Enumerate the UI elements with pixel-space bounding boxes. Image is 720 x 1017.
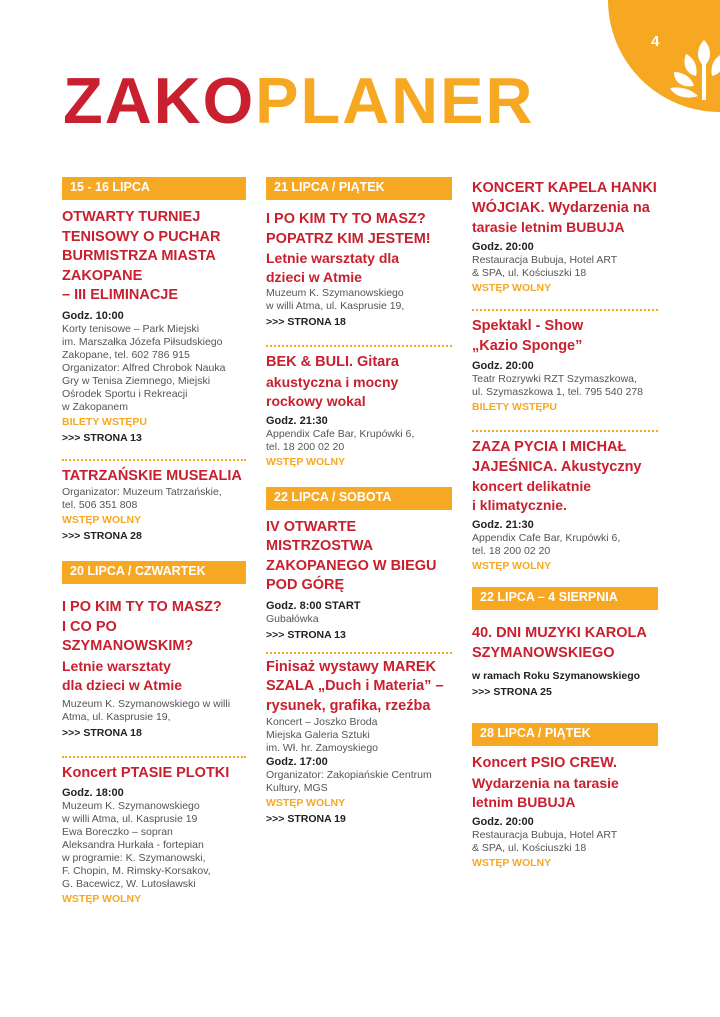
column-3: [472, 177, 658, 870]
page-link[interactable]: >>> STRONA 13: [62, 431, 142, 444]
event-title: ZAZA PYCIA I MICHAŁ JAJEŚNICA. Akustyczny: [472, 439, 642, 475]
dotted-divider: [266, 345, 452, 347]
logo-zako: ZAKO: [63, 64, 256, 137]
event-title: TATRZAŃSKIE MUSEALIA: [62, 467, 242, 484]
event-workshop-atma: [62, 598, 246, 740]
event-subtitle: Letnie warsztaty dla dzieci w Atmie: [62, 657, 183, 693]
event-info: Restauracja Bubuja, Hotel ART & SPA, ul. Kościuszki 18: [472, 828, 618, 854]
event-title: Koncert PSIO CREW.: [472, 755, 618, 771]
date-header: 22 LIPCA / SOBOTA: [266, 487, 452, 510]
event-time: Godz. 18:00: [62, 787, 124, 799]
event-title: I PO KIM TY TO MASZ? I CO PO SZYMANOWSKIM?: [62, 599, 222, 654]
event-info: Teatr Rozrywki RZT Szymaszkowa, ul. Szymaszkowa 1, tel. 795 540 278: [472, 373, 644, 398]
event-info: Organizator: Muzeum Tatrzańskie, tel. 506 351 808: [62, 486, 222, 511]
column-1: [62, 177, 246, 906]
page-link[interactable]: >>> STRONA 28: [62, 530, 142, 542]
event-tatra-musealia: [62, 467, 246, 544]
page-link[interactable]: >>> STRONA 18: [266, 316, 346, 328]
event-title: Spektakl - Show „Kazio Sponge”: [472, 318, 584, 354]
event-title: I PO KIM TY TO MASZ? POPATRZ KIM JESTEM!: [266, 211, 431, 247]
date-header: 15 - 16 LIPCA: [62, 177, 246, 200]
page-link[interactable]: >>> STRONA 13: [266, 628, 346, 641]
event-info: Organizator: Zakopiańskie Centrum Kultury, MGS: [266, 769, 432, 794]
date-header: 22 LIPCA – 4 SIERPNIA: [472, 587, 658, 610]
date-header: 28 LIPCA / PIĄTEK: [472, 723, 658, 746]
event-time: Godz. 20:00: [472, 360, 534, 372]
page-number: 4: [651, 33, 660, 50]
event-time: Godz. 20:00: [472, 241, 534, 253]
event-time: Godz. 10:00: [62, 309, 124, 322]
event-note: w ramach Roku Szymanowskiego: [472, 670, 641, 682]
event-kazio-sponge: [472, 317, 658, 414]
event-title: OTWARTY TURNIEJ TENISOWY O PUCHAR BURMISTRZA MIASTA ZAKOPANE – III ELIMINACJE: [62, 209, 221, 303]
event-subtitle: koncert delikatnie i klimatycznie.: [472, 478, 592, 513]
event-info: Muzeum K. Szymanowskiego w willi Atma, ul. Kasprusie 19,: [62, 697, 231, 723]
event-entry: WSTĘP WOLNY: [62, 514, 142, 526]
event-szymanowski-days: [472, 624, 658, 699]
event-time: Godz. 21:30: [266, 414, 328, 427]
event-entry: BILETY WSTĘPU: [472, 401, 557, 413]
event-entry: BILETY WSTĘPU: [62, 415, 147, 428]
event-entry: WSTĘP WOLNY: [472, 282, 552, 294]
event-uphill-run: [266, 518, 452, 642]
date-header: 21 LIPCA / PIĄTEK: [266, 177, 452, 200]
event-ptasie-plotki: [62, 764, 246, 907]
event-info: Gubałówka: [266, 612, 319, 625]
event-finisaz: [266, 658, 452, 827]
event-subtitle: Wydarzenia na tarasie letnim BUBUJA: [472, 774, 619, 810]
event-psio-crew: [472, 754, 658, 870]
dotted-divider: [62, 459, 246, 461]
date-header: 20 LIPCA / CZWARTEK: [62, 561, 246, 584]
event-title: 40. DNI MUZYKI KAROLA SZYMANOWSKIEGO: [472, 625, 647, 661]
event-title: BEK & BULI. Gitara: [266, 354, 399, 370]
event-time: Godz. 17:00: [266, 756, 328, 768]
dotted-divider: [472, 430, 658, 432]
event-entry: WSTĘP WOLNY: [472, 856, 552, 869]
event-title: KONCERT KAPELA HANKI WÓJCIAK. Wydarzenia na: [472, 180, 657, 216]
event-zaza-pycia: [472, 438, 658, 573]
event-subtitle: Letnie warsztaty dla dzieci w Atmie: [266, 250, 400, 285]
wheat-icon: [664, 38, 720, 100]
event-info: Restauracja Bubuja, Hotel ART & SPA, ul. Kościuszki 18: [472, 254, 618, 279]
page-link[interactable]: >>> STRONA 25: [472, 686, 552, 698]
event-info: Korty tenisowe – Park Miejski im. Marszałka Józefa Piłsudskiego Zakopane, tel. 602 786 915 Organizator: Alfred Chrobok Nauka Gry w Tenisa Ziemnego, Miejski Ośrodek Sportu i Rekreacji w Zakopanem: [62, 322, 226, 413]
column-2: [266, 177, 452, 826]
dotted-divider: [472, 309, 658, 311]
page-link[interactable]: >>> STRONA 19: [266, 813, 346, 825]
event-info: Koncert – Joszko Broda Miejska Galeria Sztuki im. Wł. hr. Zamoyskiego: [266, 716, 379, 754]
event-title: IV OTWARTE MISTRZOSTWA ZAKOPANEGO W BIEGU POD GÓRĘ: [266, 518, 437, 593]
event-kapela-hanki: [472, 179, 658, 295]
event-time: Godz. 20:00: [472, 815, 534, 828]
event-time: Godz. 21:30: [472, 519, 534, 531]
event-info: Muzeum K. Szymanowskiego w willi Atma, ul. Kasprusie 19,: [266, 287, 405, 312]
event-entry: WSTĘP WOLNY: [266, 797, 346, 809]
dotted-divider: [266, 652, 452, 654]
event-bek-buli: [266, 353, 452, 469]
dotted-divider: [62, 756, 246, 758]
event-entry: WSTĘP WOLNY: [62, 893, 142, 905]
event-title: Koncert PTASIE PLOTKI: [62, 764, 230, 781]
event-entry: WSTĘP WOLNY: [266, 455, 346, 468]
event-entry: WSTĘP WOLNY: [472, 560, 552, 572]
event-subtitle: akustyczna i mocny rockowy wokal: [266, 373, 399, 409]
event-info: Muzeum K. Szymanowskiego w willi Atma, ul. Kasprusie 19 Ewa Boreczko – sopran Aleksandra Hurkała - fortepian w programie: K. Szymanowski, F. Chopin, M. Rimsky-Korsakov, G. Bacewicz, W. Lutosławski: [62, 800, 211, 890]
event-info: Appendix Cafe Bar, Krupówki 6, tel. 18 200 02 20: [266, 427, 415, 453]
page-link[interactable]: >>> STRONA 18: [62, 726, 142, 739]
zakoplaner-logo: [63, 64, 535, 137]
event-time: Godz. 8:00 START: [266, 599, 361, 612]
event-tennis-tournament: [62, 208, 246, 445]
event-subtitle: tarasie letnim BUBUJA: [472, 219, 625, 235]
event-title: Finisaż wystawy MAREK SZALA „Duch i Materia” – rysunek, grafika, rzeźba: [266, 658, 444, 714]
event-info: Appendix Cafe Bar, Krupówki 6, tel. 18 200 02 20: [472, 532, 621, 557]
logo-planer: PLANER: [255, 64, 535, 137]
event-workshop-atma-2: [266, 210, 452, 329]
